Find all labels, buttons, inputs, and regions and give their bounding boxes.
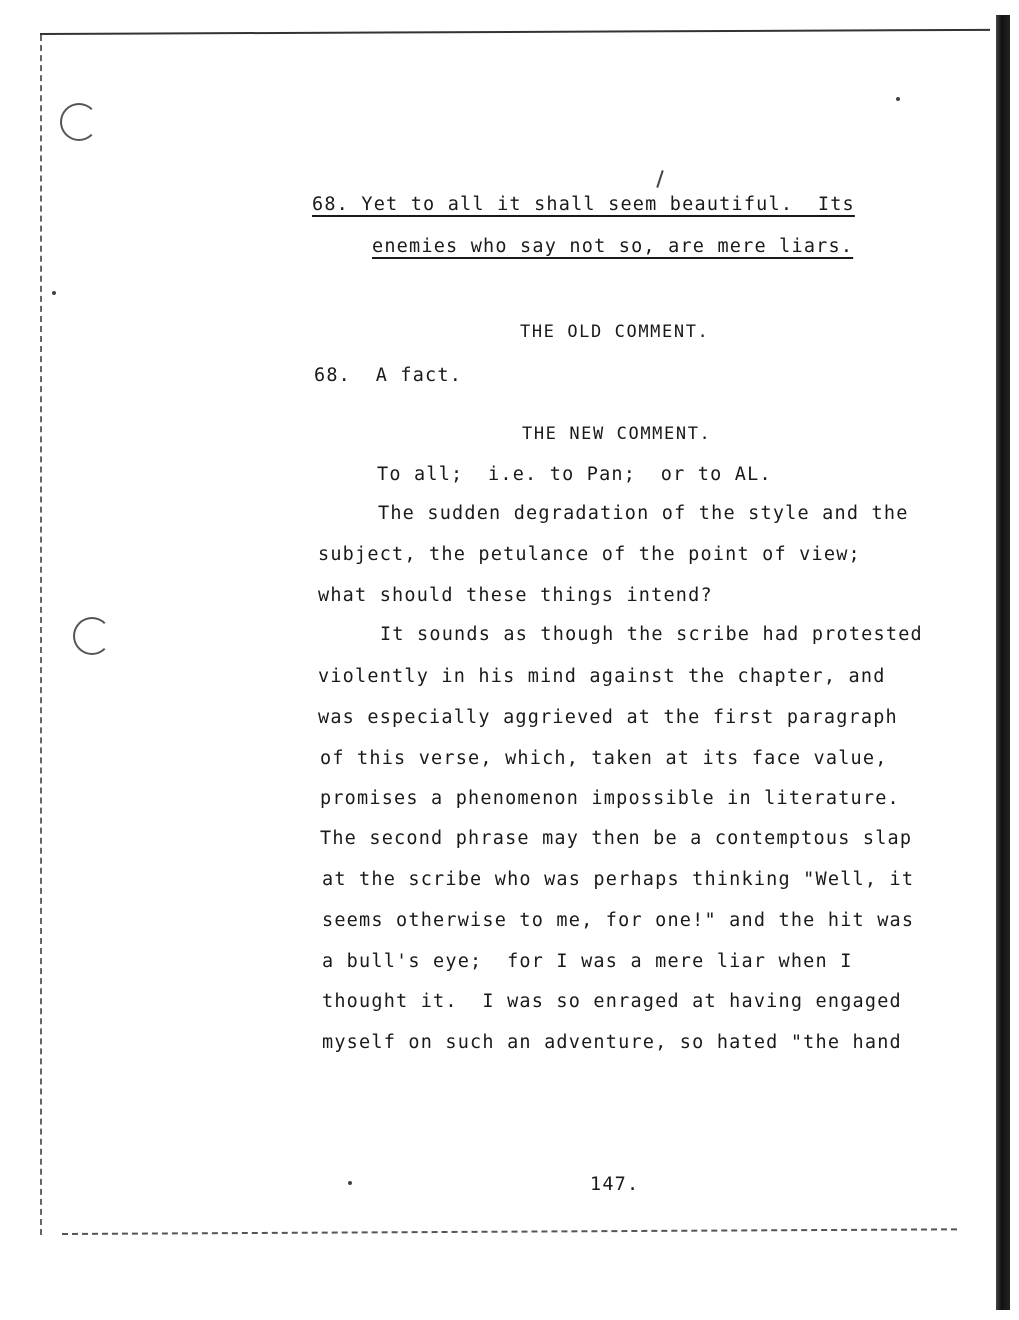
scan-top-edge <box>40 29 990 35</box>
paragraph-line: thought it. I was so enraged at having engaged <box>322 991 902 1012</box>
speck-mark <box>348 1181 352 1185</box>
paragraph-line: violently in his mind against the chapter, and <box>318 666 886 687</box>
paragraph-line: It sounds as though the scribe had protested <box>380 624 923 645</box>
speck-mark <box>52 291 56 295</box>
paragraph-line: promises a phenomenon impossible in literature. <box>320 788 900 809</box>
scan-bottom-edge <box>62 1228 957 1235</box>
verse-line-1: 68. Yet to all it shall seem beautiful. Its <box>312 194 855 215</box>
paragraph-line: To all; i.e. to Pan; or to AL. <box>377 464 772 485</box>
paragraph-line: The sudden degradation of the style and the <box>378 503 909 524</box>
scan-left-edge <box>40 35 42 1235</box>
paragraph-line: subject, the petulance of the point of view; <box>318 544 861 565</box>
scan-right-edge <box>996 15 1010 1310</box>
pencil-tick-mark <box>656 170 663 188</box>
verse-line-2: enemies who say not so, are mere liars. <box>372 236 854 257</box>
speck-mark <box>896 97 900 101</box>
paragraph-line: a bull's eye; for I was a mere liar when I <box>322 951 853 972</box>
punch-hole-mark <box>60 103 98 141</box>
paragraph-line: seems otherwise to me, for one!" and the hit was <box>322 910 915 931</box>
paragraph-line: of this verse, which, taken at its face value, <box>320 748 888 769</box>
punch-hole-mark <box>73 617 111 655</box>
old-comment-text: 68. A fact. <box>314 365 463 386</box>
paragraph-line: what should these things intend? <box>318 585 713 606</box>
page-number: 147. <box>590 1174 640 1195</box>
paragraph-line: was especially aggrieved at the first paragraph <box>318 707 898 728</box>
new-comment-heading: THE NEW COMMENT. <box>522 424 712 444</box>
paragraph-line: The second phrase may then be a contemptous slap <box>320 828 913 849</box>
paragraph-line: myself on such an adventure, so hated "the hand <box>322 1032 902 1053</box>
paragraph-line: at the scribe who was perhaps thinking "Well, it <box>322 869 915 890</box>
old-comment-heading: THE OLD COMMENT. <box>520 322 710 342</box>
